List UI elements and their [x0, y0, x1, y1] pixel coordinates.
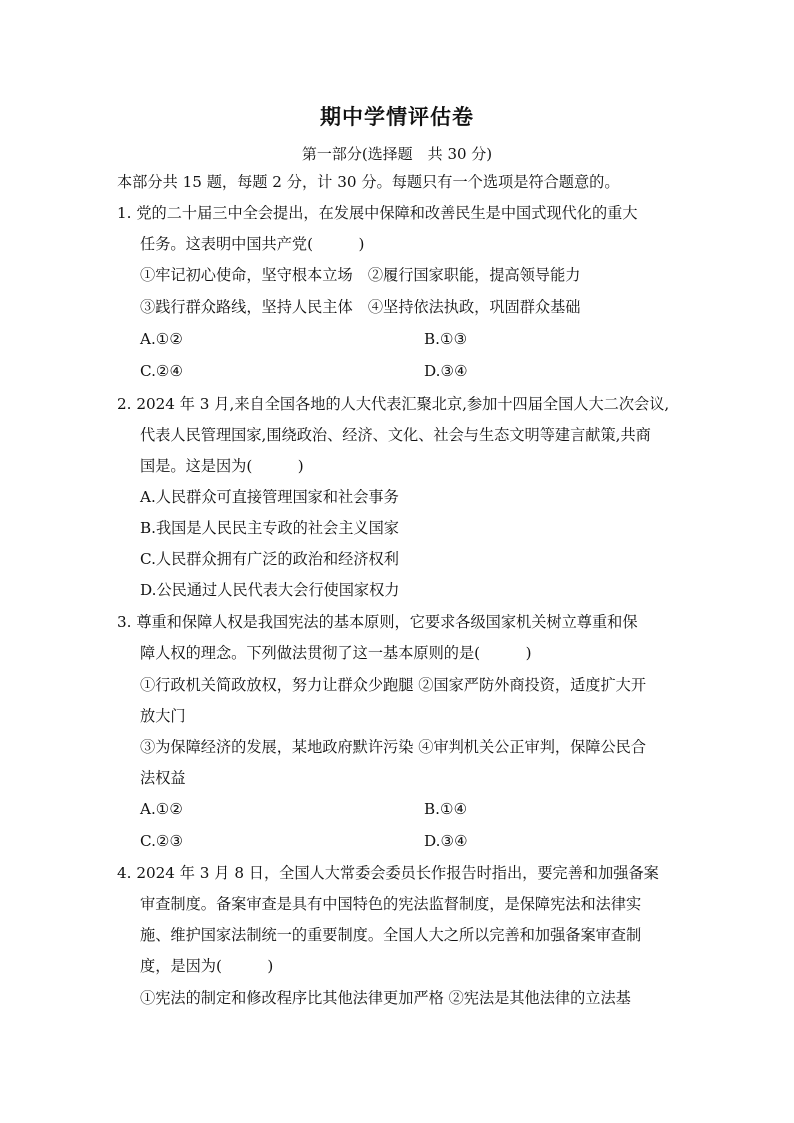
question-3-statement-1-cont: 放大门 — [140, 707, 186, 725]
question-3-option-a: A.①② — [140, 800, 184, 818]
instructions: 本部分共 15 题，每题 2 分，计 30 分。每题只有一个选项是符合题意的。 — [117, 173, 620, 191]
question-1-statement-2: ③践行群众路线，坚持人民主体 ④坚持依法执政，巩固群众基础 — [140, 298, 581, 316]
exam-title: 期中学情评估卷 — [320, 104, 474, 129]
question-1-option-b: B.①③ — [424, 330, 468, 348]
question-1-line-2: 任务。这表明中国共产党( ) — [140, 235, 365, 253]
question-3-statement-1: ①行政机关简政放权，努力让群众少跑腿 ②国家严防外商投资，适度扩大开 — [140, 676, 647, 694]
question-4-line-1: 4. 2024 年 3 月 8 日，全国人大常委会委员长作报告时指出，要完善和加强备案 — [117, 864, 659, 882]
question-1-statement-1: ①牢记初心使命，坚守根本立场 ②履行国家职能，提高领导能力 — [140, 266, 581, 284]
question-3-statement-2: ③为保障经济的发展，某地政府默许污染 ④审判机关公正审判，保障公民合 — [140, 738, 647, 756]
question-1-option-c: C.②④ — [140, 362, 184, 380]
question-4-line-4: 度，是因为( ) — [140, 957, 274, 975]
question-3-option-c: C.②③ — [140, 832, 184, 850]
question-2-option-b: B.我国是人民民主专政的社会主义国家 — [140, 519, 399, 537]
question-4-line-3: 施、维护国家法制统一的重要制度。全国人大之所以完善和加强备案审查制 — [140, 926, 642, 944]
question-2-option-a: A.人民群众可直接管理国家和社会事务 — [140, 488, 399, 506]
question-3-statement-2-cont: 法权益 — [140, 769, 186, 787]
question-2-option-d: D.公民通过人民代表大会行使国家权力 — [140, 581, 400, 599]
question-2-line-1: 2. 2024 年 3 月,来自全国各地的人大代表汇聚北京,参加十四届全国人大二次会议, — [117, 395, 670, 413]
question-1-option-d: D.③④ — [424, 362, 468, 380]
section-heading: 第一部分(选择题 共 30 分) — [301, 145, 493, 163]
question-3-option-d: D.③④ — [424, 832, 468, 850]
question-3-line-1: 3. 尊重和保障人权是我国宪法的基本原则，它要求各级国家机关树立尊重和保 — [117, 613, 638, 631]
question-2-line-2: 代表人民管理国家,围绕政治、经济、文化、社会与生态文明等建言献策,共商 — [140, 426, 651, 444]
question-1-option-a: A.①② — [140, 330, 184, 348]
question-3-line-2: 障人权的理念。下列做法贯彻了这一基本原则的是( ) — [140, 644, 532, 662]
question-2-line-3: 国是。这是因为( ) — [140, 457, 304, 475]
question-3-option-b: B.①④ — [424, 800, 468, 818]
question-2-option-c: C.人民群众拥有广泛的政治和经济权利 — [140, 550, 399, 568]
question-4-line-2: 审查制度。备案审查是具有中国特色的宪法监督制度，是保障宪法和法律实 — [140, 895, 642, 913]
question-1-line-1: 1. 党的二十届三中全会提出，在发展中保障和改善民生是中国式现代化的重大 — [117, 204, 638, 222]
question-4-statement-1: ①宪法的制定和修改程序比其他法律更加严格 ②宪法是其他法律的立法基 — [140, 989, 631, 1007]
